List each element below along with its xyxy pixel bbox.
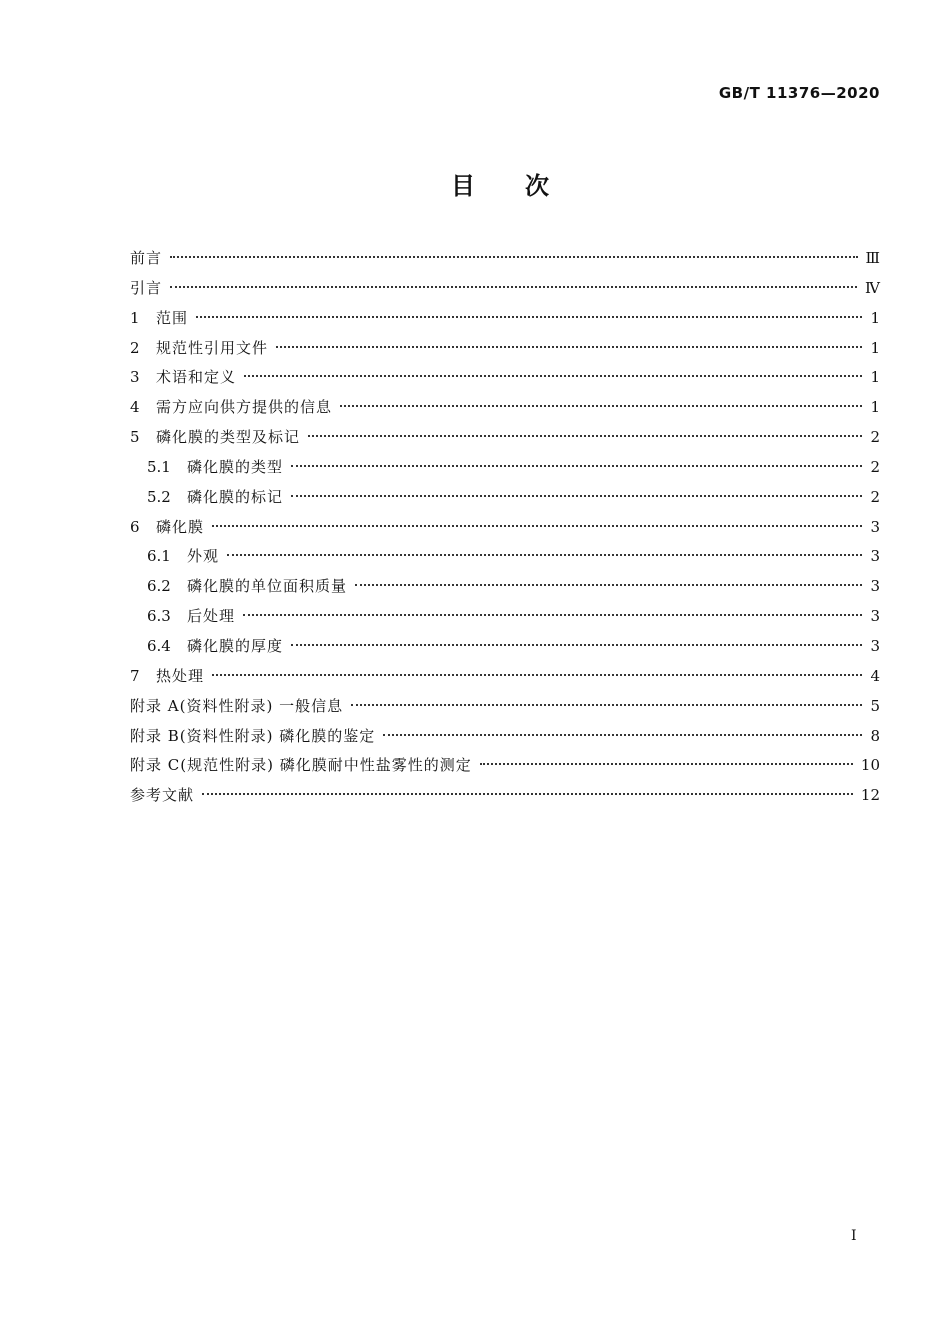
toc-entry-page: 1 [870, 368, 880, 387]
toc-entry-page: 1 [870, 308, 880, 327]
toc-entry-number: 6.1 [147, 547, 171, 566]
toc-entry-number: 7 [130, 666, 140, 685]
toc-dot-leader [340, 405, 862, 407]
toc-entry-number: 6.2 [147, 577, 171, 596]
toc-entry[interactable] [130, 274, 880, 304]
toc-entry-number: 6.3 [147, 607, 171, 626]
toc-entry-number: 5 [130, 428, 140, 447]
toc-entry-label: 热处理 [156, 666, 205, 685]
toc-entry-label: 外观 [187, 547, 220, 566]
toc-dot-leader [196, 316, 862, 318]
toc-dot-leader [480, 763, 853, 765]
toc-dot-leader [308, 435, 862, 437]
toc-entry-label: 附录 C(规范性附录) 磷化膜耐中性盐雾性的测定 [130, 756, 472, 775]
toc-entry[interactable] [130, 722, 880, 752]
toc-entry-number: 5.1 [147, 457, 171, 476]
toc-entry-label: 规范性引用文件 [156, 338, 269, 357]
page-title-char-1: 目 [451, 172, 475, 200]
page-title [0, 166, 950, 201]
toc-entry[interactable] [130, 781, 880, 811]
toc-entry-page: 1 [870, 338, 880, 357]
toc-entry-number: 1 [130, 308, 140, 327]
toc-dot-leader [355, 584, 862, 586]
toc-entry[interactable] [130, 483, 880, 513]
toc-entry-number: 2 [130, 338, 140, 357]
toc-dot-leader [244, 375, 862, 377]
toc-entry-label: 前言 [130, 249, 163, 267]
toc-entry-label: 引言 [130, 278, 163, 297]
toc-entry-label: 磷化膜的单位面积质量 [187, 577, 348, 596]
toc-entry[interactable] [130, 572, 880, 602]
toc-entry[interactable] [130, 513, 880, 543]
toc-dot-leader [276, 346, 862, 348]
toc-entry[interactable] [130, 334, 880, 364]
toc-entry-label: 后处理 [187, 607, 236, 626]
standard-code: GB/T 11376—2020 [718, 84, 880, 102]
toc-entry[interactable] [130, 662, 880, 692]
toc-entry-label: 附录 A(资料性附录) 一般信息 [130, 696, 344, 715]
toc-entry-number: 6.4 [147, 636, 171, 655]
toc-entry-page: 10 [860, 756, 880, 775]
toc-entry-page: 3 [870, 517, 880, 536]
toc-dot-leader [170, 256, 858, 258]
page-title-char-2: 次 [525, 172, 549, 200]
toc-dot-leader [212, 674, 862, 676]
toc-entry-label: 磷化膜的厚度 [187, 636, 284, 655]
toc-entry-page: 3 [870, 607, 880, 626]
toc-entry-page: 8 [870, 726, 880, 745]
toc-dot-leader [383, 734, 862, 736]
table-of-contents [130, 244, 880, 811]
toc-entry[interactable] [130, 542, 880, 572]
toc-dot-leader [227, 554, 862, 556]
toc-entry-label: 附录 B(资料性附录) 磷化膜的鉴定 [130, 726, 376, 745]
toc-entry-number: 3 [130, 368, 140, 387]
toc-dot-leader [202, 793, 853, 795]
page-number: I [851, 1228, 857, 1244]
toc-entry-label: 术语和定义 [156, 368, 237, 387]
toc-dot-leader [170, 286, 857, 288]
toc-entry-page: 3 [870, 636, 880, 655]
toc-dot-leader [291, 465, 862, 467]
toc-entry-page: 2 [870, 428, 880, 447]
toc-entry[interactable] [130, 632, 880, 662]
toc-entry[interactable] [130, 602, 880, 632]
toc-entry[interactable] [130, 692, 880, 722]
toc-entry-label: 磷化膜 [156, 517, 205, 536]
toc-dot-leader [212, 525, 862, 527]
toc-entry-label: 磷化膜的标记 [187, 487, 284, 506]
toc-entry-page: 3 [870, 577, 880, 596]
toc-entry[interactable] [130, 393, 880, 423]
toc-dot-leader [291, 495, 862, 497]
toc-entry-label: 范围 [156, 308, 189, 327]
toc-entry-page: 5 [870, 696, 880, 715]
toc-entry-number: 6 [130, 517, 140, 536]
toc-entry-number: 4 [130, 398, 140, 417]
toc-entry[interactable] [130, 453, 880, 483]
toc-entry-page: 2 [870, 457, 880, 476]
toc-entry-label: 磷化膜的类型 [187, 457, 284, 476]
toc-entry-page: 1 [870, 398, 880, 417]
toc-entry-label: 参考文献 [130, 786, 195, 805]
toc-entry[interactable] [130, 304, 880, 334]
toc-entry-page: 3 [870, 547, 880, 566]
toc-entry[interactable] [130, 423, 880, 453]
toc-entry-page: 2 [870, 487, 880, 506]
toc-dot-leader [351, 704, 862, 706]
toc-entry-page: 12 [860, 786, 880, 805]
toc-entry-number: 5.2 [147, 487, 171, 506]
toc-dot-leader [243, 614, 862, 616]
toc-entry[interactable] [130, 751, 880, 781]
toc-entry-label: 磷化膜的类型及标记 [156, 428, 301, 447]
toc-entry[interactable] [130, 244, 880, 274]
toc-entry-label: 需方应向供方提供的信息 [156, 398, 333, 417]
toc-entry[interactable] [130, 363, 880, 393]
toc-entry-page: Ⅳ [865, 278, 880, 297]
toc-entry-page: 4 [870, 666, 880, 685]
toc-entry-page: Ⅲ [865, 249, 880, 267]
toc-dot-leader [291, 644, 862, 646]
